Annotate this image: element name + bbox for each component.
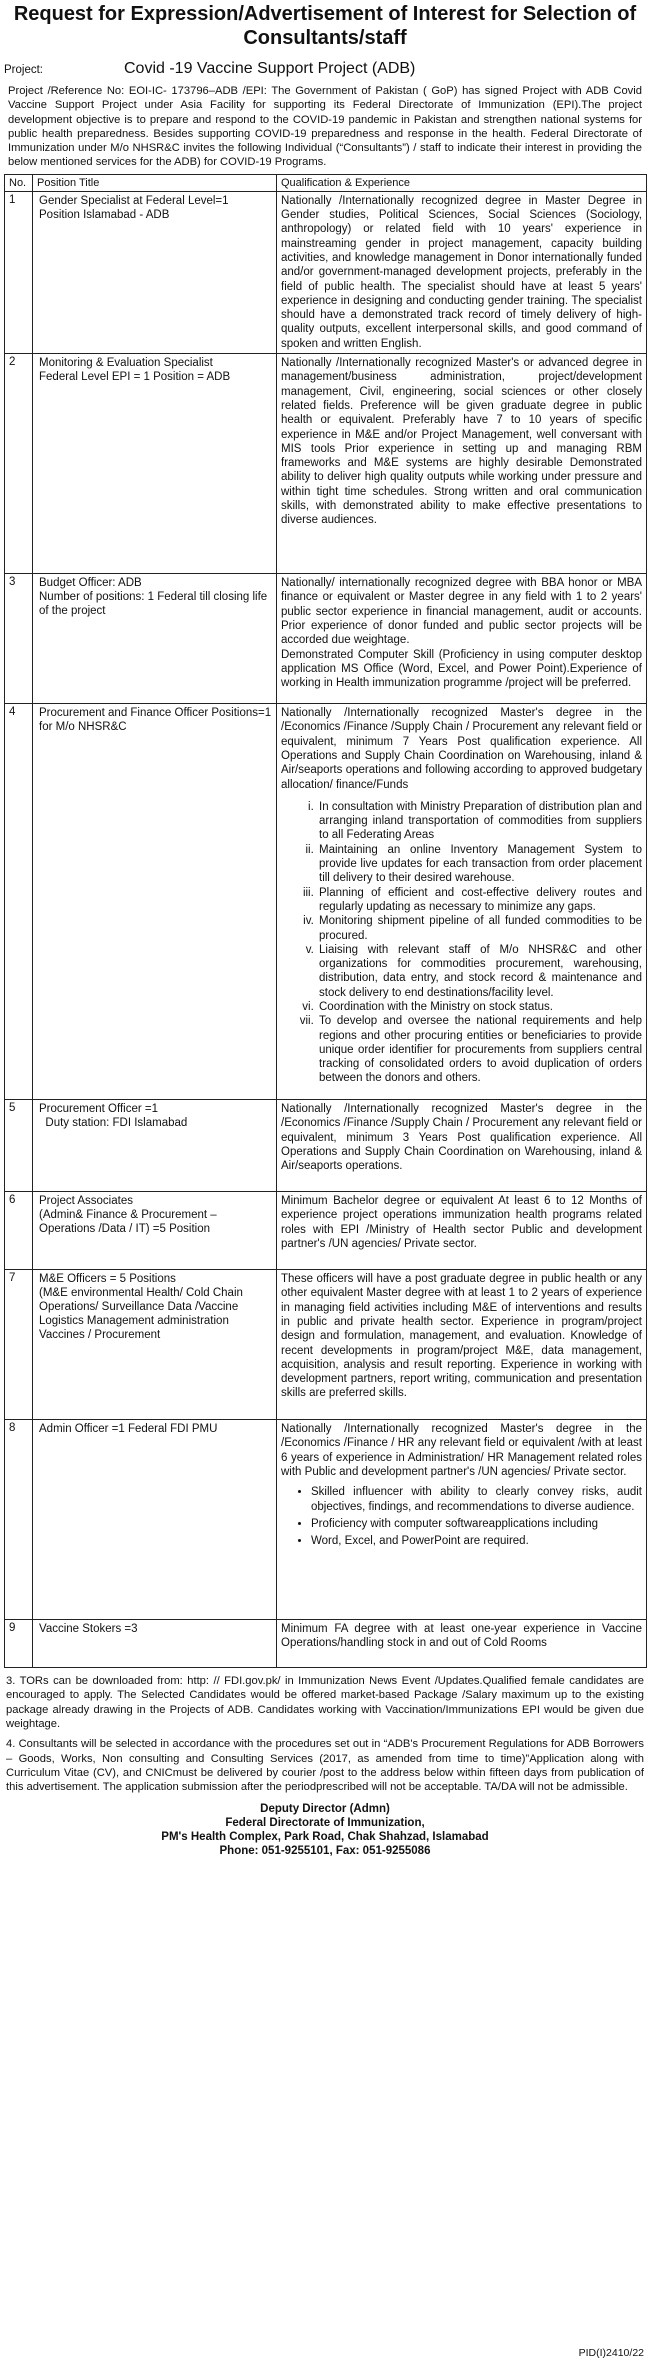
list-item: • Proficiency with computer softwareapplications including <box>311 1517 642 1531</box>
skills-list <box>281 1485 642 1548</box>
qualification-text: Nationally /Internationally recognized Master's degree in the /Economics /Finance /Supply Chain / Procurement any relevant field or equivalent, minimum 7 Years Post qualification experience. All Operations and Supply Chain Coordination on Warehousing, inland & Air/seaports operations and following according to approved budgetary allocation/ finance/Funds <box>281 707 642 791</box>
qualification-text: Nationally /Internationally recognized Master's or advanced degree in management/business administration, project/development management, Civil, engineering, social sciences or other closely related fields. Preference will be given graduate degree in public health or equivalent. Preferably have 7 to 10 years of specific experience in M&E and/or Project Management, well conversant with MIS tools Prior experience in setting up and managing RBM frameworks and M&E systems are highly desirable Demonstrated ability to deliver high quality outputs while working under pressure and within tight time schedules. Strong written and oral communication skills, with demonstrated ability to make effective presentations to diverse audiences. <box>281 357 642 527</box>
pid-number: PID(I)2410/22 <box>578 2347 644 2359</box>
list-item: i. In consultation with Ministry Preparation of distribution plan and arranging inland transportation of commodities from suppliers to all Federating Areas <box>317 800 642 843</box>
table-header-row <box>5 174 647 191</box>
qualification-text: These officers will have a post graduate degree in public health or any other equivalent Master degree with at least 1 to 2 years of experience in managing field activities including M&E of interventions and results in public and private health sector. Experience in program/project design and formulation, management, and evaluation. Knowledge of recent developments in program/project M&E, data management, acquisition, analysis and result reporting. Experience in working with development partners, report writing, communication and presentation skills are preferred skills. <box>281 1273 642 1400</box>
page-title <box>4 0 646 50</box>
qualification <box>277 1100 647 1192</box>
list-item: iv. Monitoring shipment pipeline of all funded commodities to be procured. <box>317 914 642 943</box>
qualification <box>277 1270 647 1420</box>
table-row <box>5 1620 647 1668</box>
position-title: Gender Specialist at Federal Level=1 Position Islamabad - ADB <box>33 191 277 353</box>
position-title: M&E Officers = 5 Positions (M&E environmental Health/ Cold Chain Operations/ Surveillance Data /Vaccine Logistics Management administration Vaccines / Procurement <box>33 1270 277 1420</box>
row-number: 3 <box>5 574 33 704</box>
qualification <box>277 704 647 1100</box>
signatory-contact: Phone: 051-9255101, Fax: 051-9255086 <box>219 1845 431 1858</box>
list-item: • Skilled influencer with ability to clearly convey risks, audit objectives, findings, and recommendations to diverse audience. <box>311 1485 642 1514</box>
row-number: 2 <box>5 354 33 574</box>
qualification-text: Nationally /Internationally recognized degree in Master Degree in Gender studies, Political Sciences, Social Sciences (Sociology, anthropology) or related field with 10 years' experience in mainstreaming gender in project management, capacity building activities, and knowledge management in Donor internationally funded and/or government-managed development projects, preferably in the field of public health. The specialist should have at least 5 years' experience in designing and conducting gender training. The specialist should have a demonstrated track record of timely delivery of high-quality outputs, excellent interpersonal skills, and good command of spoken and written English. <box>281 194 642 350</box>
duties-list <box>281 800 642 1086</box>
project-name: Covid -19 Vaccine Support Project (ADB) <box>124 60 416 77</box>
table-body <box>5 191 647 1667</box>
header-no: No. <box>5 174 33 191</box>
project-label: Project: <box>4 64 43 76</box>
table-row <box>5 704 647 1100</box>
row-number: 7 <box>5 1270 33 1420</box>
row-number: 8 <box>5 1420 33 1620</box>
qualification <box>277 1192 647 1270</box>
table-row <box>5 1270 647 1420</box>
qualification-text: Nationally /Internationally recognized Master's degree in the /Economics /Finance /Supply Chain / Procurement any relevant field or equivalent, minimum 3 Years Post qualification experience. All Operations and Supply Chain Coordination on Warehousing, inland & Air/seaports operations. <box>281 1103 642 1173</box>
qualification-text: Nationally /Internationally recognized Master's degree in the /Economics /Finance / HR any relevant field or equivalent /with at least 6 years of experience in Administration/ HR Management related roles with Public and development partner's /UN agencies/ Private sector. <box>281 1423 642 1478</box>
positions-table <box>4 174 647 1668</box>
position-title: Admin Officer =1 Federal FDI PMU <box>33 1420 277 1620</box>
position-title: Project Associates (Admin& Finance & Procurement –Operations /Data / IT) =5 Position <box>33 1192 277 1270</box>
qualification <box>277 1620 647 1668</box>
signatory-title: Deputy Director (Admn) <box>260 1803 390 1816</box>
position-title: Procurement Officer =1 Duty station: FDI Islamabad <box>33 1100 277 1192</box>
list-item: v. Liaising with relevant staff of M/o NHSR&C and other organizations for commodities procurement, warehousing, distribution, data entry, and stock record & maintenance and stock delivery to end destinations/facility level. <box>317 943 642 1000</box>
note-3: 3. TORs can be downloaded from: http: // FDI.gov.pk/ in Immunization News Event /Updates.Qualified female candidates are encouraged to apply. The Selected Candidates would be offered market-based Package /Salary maximum up to the existing package already drawing in the Projects of ADB. Candidates working with Vaccination/Immunizations EPI would be given due weightage. <box>6 1675 644 1730</box>
position-title: Budget Officer: ADB Number of positions: 1 Federal till closing life of the project <box>33 574 277 704</box>
row-number: 4 <box>5 704 33 1100</box>
row-number: 5 <box>5 1100 33 1192</box>
qualification <box>277 574 647 704</box>
qualification-text: Minimum FA degree with at least one-year experience in Vaccine Operations/handling stock in and out of Cold Rooms <box>281 1623 642 1650</box>
list-item: iii. Planning of efficient and cost-effective delivery routes and regularly updating as necessary to minimize any gaps. <box>317 886 642 915</box>
qualification-text: Minimum Bachelor degree or equivalent At least 6 to 12 Months of experience project operations immunization health programs related roles with EPI /Ministry of Health sector Public and development partner's /UN agencies/ Private sector. <box>281 1195 642 1250</box>
table-row <box>5 1420 647 1620</box>
note-4: 4. Consultants will be selected in accordance with the procedures set out in “ADB's Procurement Regulations for ADB Borrowers – Goods, Works, Non consulting and Consulting Services (2017, as amended from time to time)”Application along with Curriculum Vitae (CV), and CNICmust be delivered by courier /post to the address below within fifteen days from publication of this advertisement. The application submission after the periodprescribed will not be acceptable. TA/DA will not be admissible. <box>6 1738 644 1794</box>
table-row <box>5 574 647 704</box>
list-item: vi. Coordination with the Ministry on stock status. <box>317 1000 642 1014</box>
list-item: vii. To develop and oversee the national requirements and help regions and other procuring entities or beneficiaries to provide unique order identifier for procurements from suppliers central tracking of consolidated orders to avoid duplication of orders between the donors and others. <box>317 1014 642 1085</box>
qualification-text: Nationally/ internationally recognized degree with BBA honor or MBA finance or equivalent or Master degree in any field with 1 to 2 years' public sector experience in financial management, audit or accounts. Prior experience of donor funded and public sector projects will be accorded due weightage. Demonstrated Computer Skill (Proficiency in using computer desktop application MS Office (Word, Excel, and Power Point).Experience of working in Health immunization programme /project will be preferred. <box>281 577 642 690</box>
header-qualification: Qualification & Experience <box>277 174 647 191</box>
title-line-2: Consultants/staff <box>243 27 407 49</box>
qualification <box>277 1420 647 1620</box>
title-line-1: Request for Expression/Advertisement of Interest for Selection of <box>13 3 637 25</box>
row-number: 1 <box>5 191 33 353</box>
row-number: 6 <box>5 1192 33 1270</box>
position-title: Vaccine Stokers =3 <box>33 1620 277 1668</box>
intro-paragraph: Project /Reference No: EOI-IC- 173796–ADB /EPI: The Government of Pakistan ( GoP) has signed Project with ADB Covid Vaccine Support Project under Asia Facility for supporting its Federal Directorate of Immunization (EPI).The project development objective is to prepare and respond to the COVID-19 pandemic in Pakistan and strengthen national systems for public health preparedness. Besides supporting COVID-19 preparedness and response in the health. Federal Directorate of Immunization under M/o NHSR&C invites the following Individual (“Consultants”) / staff to indicate their interest in providing the below mentioned services for the ADB) for COVID-19 Programs. <box>8 85 642 169</box>
notes-section <box>6 1674 644 1794</box>
row-number: 9 <box>5 1620 33 1668</box>
position-title: Procurement and Finance Officer Positions=1 for M/o NHSR&C <box>33 704 277 1100</box>
qualification <box>277 354 647 574</box>
list-item: ii. Maintaining an online Inventory Management System to provide live updates for each transaction from order placement till delivery to their desired warehouse. <box>317 843 642 886</box>
signatory-address: PM's Health Complex, Park Road, Chak Shahzad, Islamabad <box>161 1831 489 1844</box>
position-title: Monitoring & Evaluation Specialist Federal Level EPI = 1 Position = ADB <box>33 354 277 574</box>
list-item: • Word, Excel, and PowerPoint are required. <box>311 1534 642 1548</box>
signature-block <box>4 1802 646 1858</box>
signatory-office: Federal Directorate of Immunization, <box>225 1817 425 1830</box>
project-line <box>4 60 646 78</box>
table-row <box>5 191 647 353</box>
header-position-title: Position Title <box>33 174 277 191</box>
table-row <box>5 1192 647 1270</box>
table-row <box>5 1100 647 1192</box>
qualification <box>277 191 647 353</box>
table-row <box>5 354 647 574</box>
